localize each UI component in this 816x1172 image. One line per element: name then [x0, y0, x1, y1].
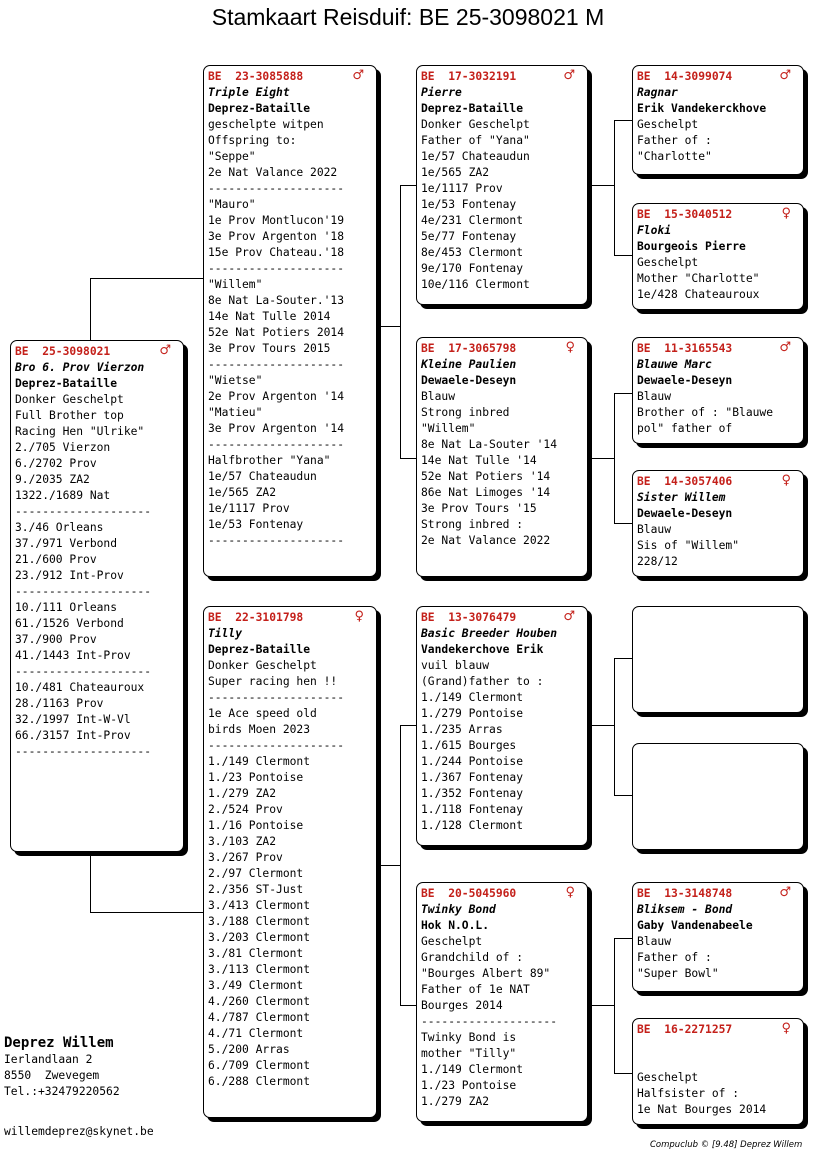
pigeon-card-mother-mother[interactable] [416, 882, 588, 1122]
pigeon-detail-line: mother "Tilly" [421, 1047, 517, 1060]
pigeon-detail-line: 3e Prov Argenton '18 [208, 230, 345, 243]
pigeon-detail-line: 23./912 Int-Prov [15, 569, 124, 582]
pigeon-detail-line: 1./149 Clermont [421, 691, 524, 704]
pigeon-detail-line: Donker Geschelpt [421, 118, 530, 131]
pigeon-detail-line: 1./279 Pontoise [421, 707, 524, 720]
male-symbol-icon: ♂ [563, 68, 575, 83]
pigeon-detail-line: "Willem" [208, 278, 263, 291]
pigeon-detail-line: -------------------- [208, 691, 345, 704]
pigeon-detail-line: 4./787 Clermont [208, 1011, 311, 1024]
breeder-email[interactable]: willemdeprez@skynet.be [4, 1125, 154, 1138]
pigeon-detail-line: Blauw [421, 390, 456, 403]
pigeon-owner [637, 1054, 799, 1070]
pigeon-detail-line: Super racing hen !! [208, 675, 338, 688]
female-symbol-icon: ♀ [781, 206, 791, 221]
pigeon-detail-line: 1./367 Fontenay [421, 771, 524, 784]
pigeon-detail-line: Geschelpt [637, 118, 699, 131]
pigeon-detail-line: 52e Nat Potiers 2014 [208, 326, 345, 339]
pigeon-owner: Deprez-Bataille [15, 377, 118, 390]
male-symbol-icon: ♂ [159, 343, 171, 358]
pigeon-detail-line: 1./149 Clermont [421, 1063, 524, 1076]
connector [376, 865, 401, 866]
pigeon-detail-line: 1322./1689 Nat [15, 489, 111, 502]
pigeon-detail-line: 4e/231 Clermont [421, 214, 524, 227]
pigeon-detail-line: Halfsister of : [637, 1087, 740, 1100]
connector [614, 120, 633, 121]
connector [614, 658, 633, 659]
female-symbol-icon: ♀ [781, 1021, 791, 1036]
ring-number: BE 25-3098021 [15, 345, 111, 358]
pigeon-detail-line: 28./1163 Prov [15, 697, 104, 710]
pigeon-detail-line: 66./3157 Int-Prov [15, 729, 131, 742]
pigeon-detail-line: 1e/53 Fontenay [421, 198, 517, 211]
connector [614, 120, 615, 255]
pigeon-detail-line: birds Moen 2023 [208, 723, 311, 736]
pigeon-card-mmf[interactable] [632, 882, 804, 992]
connector [614, 1073, 633, 1074]
pigeon-detail-line: Strong inbred : [421, 518, 524, 531]
pigeon-detail-line: pol" father of [637, 422, 733, 435]
pigeon-detail-line: 14e Nat Tulle '14 [421, 454, 537, 467]
pigeon-detail-line: Halfbrother "Yana" [208, 454, 331, 467]
pigeon-detail-line: 32./1997 Int-W-Vl [15, 713, 131, 726]
ring-number: BE 16-2271257 [637, 1023, 733, 1036]
connector [614, 938, 615, 1073]
pigeon-detail-line: "Mauro" [208, 198, 256, 211]
connector [400, 725, 417, 726]
connector [614, 795, 633, 796]
pigeon-detail-line: 1./23 Pontoise [208, 771, 304, 784]
connector [400, 185, 417, 186]
pigeon-detail-line: Donker Geschelpt [15, 393, 124, 406]
pigeon-name: Bro 6. Prov Vierzon [15, 361, 145, 374]
pigeon-detail-line: 41./1443 Int-Prov [15, 649, 131, 662]
female-symbol-icon: ♀ [781, 473, 791, 488]
pigeon-detail-line: 3./267 Prov [208, 851, 283, 864]
male-symbol-icon: ♂ [779, 340, 791, 355]
pigeon-detail-line: "Seppe" [208, 150, 256, 163]
pigeon-detail-line: Blauw [637, 390, 672, 403]
pigeon-detail-line: 228/12 [637, 555, 678, 568]
pigeon-name: Tilly [208, 627, 243, 640]
pigeon-name: Triple Eight [208, 86, 290, 99]
connector [588, 458, 615, 459]
pigeon-detail-line: 8e Nat La-Souter.'13 [208, 294, 345, 307]
connector [588, 1005, 615, 1006]
female-symbol-icon: ♀ [354, 609, 364, 624]
pigeon-detail-line: 3./203 Clermont [208, 931, 311, 944]
pigeon-detail-line: Father of "Yana" [421, 134, 530, 147]
male-symbol-icon: ♂ [779, 68, 791, 83]
connector [614, 523, 633, 524]
male-symbol-icon: ♂ [563, 609, 575, 624]
pigeon-detail-line: 37./971 Verbond [15, 537, 118, 550]
pigeon-detail-line: -------------------- [208, 262, 345, 275]
pigeon-detail-line: 2./705 Vierzon [15, 441, 111, 454]
pigeon-detail-line: 2e Nat Valance 2022 [421, 534, 551, 547]
pigeon-card-father-father[interactable] [416, 65, 588, 305]
pigeon-card-fff[interactable] [632, 65, 804, 175]
pigeon-detail-line: geschelpte witpen [208, 118, 324, 131]
pigeon-detail-line: 10e/116 Clermont [421, 278, 530, 291]
breeder-address-line: Ierlandlaan 2 [4, 1053, 93, 1066]
pigeon-name [637, 1038, 799, 1054]
connector [588, 185, 615, 186]
pigeon-detail-line: 2./356 ST-Just [208, 883, 304, 896]
pigeon-detail-line: Geschelpt [637, 1071, 699, 1084]
pigeon-detail-line: "Wietse" [208, 374, 263, 387]
pigeon-card-subject[interactable] [10, 340, 184, 852]
connector [90, 912, 204, 913]
pigeon-detail-line: Geschelpt [637, 256, 699, 269]
pigeon-detail-line: 2./97 Clermont [208, 867, 304, 880]
pigeon-card-father-mother[interactable] [416, 337, 588, 577]
pigeon-detail-line: 3./188 Clermont [208, 915, 311, 928]
pigeon-detail-line: Twinky Bond is [421, 1031, 517, 1044]
pigeon-detail-line: 37./900 Prov [15, 633, 97, 646]
pigeon-detail-line: 2./524 Prov [208, 803, 283, 816]
pigeon-detail-line: 1./352 Fontenay [421, 787, 524, 800]
pigeon-detail-line: Father of : [637, 951, 712, 964]
pigeon-detail-line: -------------------- [15, 505, 152, 518]
male-symbol-icon: ♂ [352, 68, 364, 83]
pigeon-name: Sister Willem [637, 491, 726, 504]
pigeon-owner: Vandekerchove Erik [421, 643, 544, 656]
pigeon-detail-line: 1./149 Clermont [208, 755, 311, 768]
pigeon-detail-line: 3e Prov Tours '15 [421, 502, 537, 515]
pigeon-owner: Gaby Vandenabeele [637, 919, 753, 932]
pigeon-detail-line: Father of : [637, 134, 712, 147]
ring-number: BE 20-5045960 [421, 887, 517, 900]
pigeon-card-mmm[interactable] [632, 1018, 804, 1125]
connector [400, 725, 401, 1005]
pigeon-detail-line: 1e Ace speed old [208, 707, 317, 720]
pigeon-detail-line: 5./200 Arras [208, 1043, 290, 1056]
connector [400, 1005, 417, 1006]
ring-number: BE 11-3165543 [637, 342, 733, 355]
pigeon-detail-line: 1./244 Pontoise [421, 755, 524, 768]
pigeon-card-ffm[interactable] [632, 203, 804, 310]
ring-number: BE 22-3101798 [208, 611, 304, 624]
pigeon-detail-line: Blauw [637, 935, 672, 948]
pigeon-name: Ragnar [637, 86, 678, 99]
pigeon-detail-line: Father of 1e NAT [421, 983, 530, 996]
pigeon-detail-line: 8e/453 Clermont [421, 246, 524, 259]
pigeon-owner: Hok N.O.L. [421, 919, 490, 932]
pigeon-detail-line: 5e/77 Fontenay [421, 230, 517, 243]
pigeon-detail-line: -------------------- [208, 534, 345, 547]
pigeon-detail-line: Strong inbred [421, 406, 510, 419]
pigeon-detail-line: 1./615 Bourges [421, 739, 517, 752]
pigeon-detail-line: 2e Prov Argenton '14 [208, 390, 345, 403]
pigeon-detail-line: 14e Nat Tulle 2014 [208, 310, 331, 323]
pigeon-detail-line: 1e/53 Fontenay [208, 518, 304, 531]
pigeon-detail-line: Bourges 2014 [421, 999, 503, 1012]
pigeon-detail-line: 1e/428 Chateauroux [637, 288, 760, 301]
pigeon-detail-line: 1./16 Pontoise [208, 819, 304, 832]
breeder-info [4, 1034, 120, 1100]
pigeon-detail-line: 4./71 Clermont [208, 1027, 304, 1040]
pigeon-owner: Deprez-Bataille [421, 102, 524, 115]
pigeon-detail-line: 1e/57 Chateaudun [421, 150, 530, 163]
breeder-address-line: 8550 Zwevegem [4, 1069, 100, 1082]
pigeon-detail-line: Donker Geschelpt [208, 659, 317, 672]
pigeon-owner: Dewaele-Deseyn [421, 374, 517, 387]
breeder-email-wrap [4, 1124, 154, 1140]
pigeon-detail-line: (Grand)father to : [421, 675, 544, 688]
pigeon-detail-line: Grandchild of : [421, 951, 524, 964]
pigeon-detail-line: 8e Nat La-Souter '14 [421, 438, 558, 451]
connector [614, 255, 633, 256]
pigeon-detail-line: Blauw [637, 523, 672, 536]
pigeon-owner: Deprez-Bataille [208, 102, 311, 115]
pigeon-detail-line: -------------------- [421, 1015, 558, 1028]
pigeon-detail-line: -------------------- [208, 739, 345, 752]
connector [400, 458, 417, 459]
pigeon-detail-line: 15e Prov Chateau.'18 [208, 246, 345, 259]
ring-number: BE 14-3099074 [637, 70, 733, 83]
pigeon-detail-line: "Charlotte" [637, 150, 712, 163]
pigeon-card-fmf[interactable] [632, 337, 804, 444]
pigeon-detail-line: 1./279 ZA2 [208, 787, 277, 800]
pigeon-detail-line: 1e/1117 Prov [421, 182, 503, 195]
pigeon-detail-line: 86e Nat Limoges '14 [421, 486, 551, 499]
pigeon-detail-line: Geschelpt [421, 935, 483, 948]
pigeon-detail-line: 3./103 ZA2 [208, 835, 277, 848]
pigeon-detail-line: 1./23 Pontoise [421, 1079, 517, 1092]
pigeon-owner: Bourgeois Pierre [637, 240, 746, 253]
pigeon-detail-line: "Super Bowl" [637, 967, 719, 980]
pigeon-detail-line: Brother of : "Blauwe [637, 406, 774, 419]
ring-number: BE 13-3148748 [637, 887, 733, 900]
pigeon-detail-line: 3./113 Clermont [208, 963, 311, 976]
pigeon-detail-line: -------------------- [15, 745, 152, 758]
pigeon-name: Blauwe Marc [637, 358, 712, 371]
pigeon-detail-line: 3e Prov Tours 2015 [208, 342, 331, 355]
pigeon-detail-line: 3./46 Orleans [15, 521, 104, 534]
pigeon-detail-line: 21./600 Prov [15, 553, 97, 566]
breeder-name: Deprez Willem [4, 1035, 114, 1051]
pigeon-card-mother-father[interactable] [416, 606, 588, 846]
pigeon-detail-line: Sis of "Willem" [637, 539, 740, 552]
connector [90, 278, 91, 340]
pigeon-detail-line: "Willem" [421, 422, 476, 435]
pigeon-detail-line: Mother "Charlotte" [637, 272, 760, 285]
pigeon-detail-line: vuil blauw [421, 659, 490, 672]
footer-credit: Compuclub © [9.48] Deprez Willem [650, 1140, 803, 1150]
pigeon-detail-line: 6./709 Clermont [208, 1059, 311, 1072]
pigeon-detail-line: Full Brother top [15, 409, 124, 422]
pigeon-detail-line: 1./235 Arras [421, 723, 503, 736]
pigeon-card-empty-mfm[interactable] [632, 743, 804, 850]
pigeon-name: Bliksem - Bond [637, 903, 733, 916]
connector [614, 658, 615, 795]
connector [376, 326, 401, 327]
connector [614, 393, 615, 523]
female-symbol-icon: ♀ [565, 340, 575, 355]
pigeon-detail-line: -------------------- [15, 585, 152, 598]
male-symbol-icon: ♂ [779, 885, 791, 900]
connector [614, 938, 633, 939]
pigeon-owner: Dewaele-Deseyn [637, 507, 733, 520]
connector [90, 278, 204, 279]
pigeon-detail-line: 1e Prov Montlucon'19 [208, 214, 345, 227]
ring-number: BE 23-3085888 [208, 70, 304, 83]
pigeon-detail-line: 1./128 Clermont [421, 819, 524, 832]
pigeon-detail-line: -------------------- [208, 182, 345, 195]
pigeon-detail-line: 9e/170 Fontenay [421, 262, 524, 275]
female-symbol-icon: ♀ [565, 885, 575, 900]
pigeon-detail-line: 10./481 Chateauroux [15, 681, 145, 694]
pigeon-detail-line: 6./2702 Prov [15, 457, 97, 470]
connector [400, 185, 401, 458]
pigeon-owner: Dewaele-Deseyn [637, 374, 733, 387]
pigeon-detail-line: Offspring to: [208, 134, 297, 147]
breeder-phone: Tel.:+32479220562 [4, 1085, 120, 1098]
pigeon-detail-line: 3./413 Clermont [208, 899, 311, 912]
pigeon-detail-line: "Matieu" [208, 406, 263, 419]
pigeon-detail-line: -------------------- [208, 438, 345, 451]
pigeon-detail-line: 52e Nat Potiers '14 [421, 470, 551, 483]
pigeon-detail-line: 3./49 Clermont [208, 979, 304, 992]
pigeon-name: Floki [637, 224, 672, 237]
pigeon-card-empty-mff[interactable] [632, 606, 804, 713]
pigeon-detail-line: 1e Nat Bourges 2014 [637, 1103, 767, 1116]
pigeon-name: Twinky Bond [421, 903, 496, 916]
pigeon-detail-line: 4./260 Clermont [208, 995, 311, 1008]
pigeon-name: Basic Breeder Houben [421, 627, 558, 640]
pigeon-detail-line: 10./111 Orleans [15, 601, 118, 614]
pigeon-name: Pierre [421, 86, 462, 99]
ring-number: BE 17-3032191 [421, 70, 517, 83]
pigeon-card-fmm[interactable] [632, 470, 804, 577]
ring-number: BE 13-3076479 [421, 611, 517, 624]
pigeon-detail-line: 3e Prov Argenton '14 [208, 422, 345, 435]
pigeon-card-father[interactable] [203, 65, 377, 577]
pigeon-detail-line: 9./2035 ZA2 [15, 473, 90, 486]
pigeon-detail-line: Racing Hen "Ulrike" [15, 425, 145, 438]
pigeon-detail-line: "Bourges Albert 89" [421, 967, 551, 980]
pigeon-owner: Deprez-Bataille [208, 643, 311, 656]
pigeon-detail-line: 1e/57 Chateaudun [208, 470, 317, 483]
pigeon-name: Kleine Paulien [421, 358, 517, 371]
connector [90, 852, 91, 912]
ring-number: BE 17-3065798 [421, 342, 517, 355]
pigeon-detail-line: 61./1526 Verbond [15, 617, 124, 630]
pigeon-detail-line: 1./279 ZA2 [421, 1095, 490, 1108]
pigeon-detail-line: 1e/565 ZA2 [421, 166, 490, 179]
page-title: Stamkaart Reisduif: BE 25-3098021 M [211, 4, 605, 30]
pigeon-owner: Erik Vandekerckhove [637, 102, 767, 115]
ring-number: BE 15-3040512 [637, 208, 733, 221]
connector [614, 393, 633, 394]
pigeon-detail-line: 6./288 Clermont [208, 1075, 311, 1088]
pigeon-detail-line: 1e/1117 Prov [208, 502, 290, 515]
pigeon-detail-line: 1e/565 ZA2 [208, 486, 277, 499]
pigeon-detail-line: -------------------- [208, 358, 345, 371]
pigeon-detail-line: 2e Nat Valance 2022 [208, 166, 338, 179]
pigeon-detail-line: 3./81 Clermont [208, 947, 304, 960]
pigeon-detail-line: -------------------- [15, 665, 152, 678]
ring-number: BE 14-3057406 [637, 475, 733, 488]
pigeon-detail-line: 1./118 Fontenay [421, 803, 524, 816]
pigeon-card-mother[interactable] [203, 606, 377, 1118]
connector [588, 725, 615, 726]
